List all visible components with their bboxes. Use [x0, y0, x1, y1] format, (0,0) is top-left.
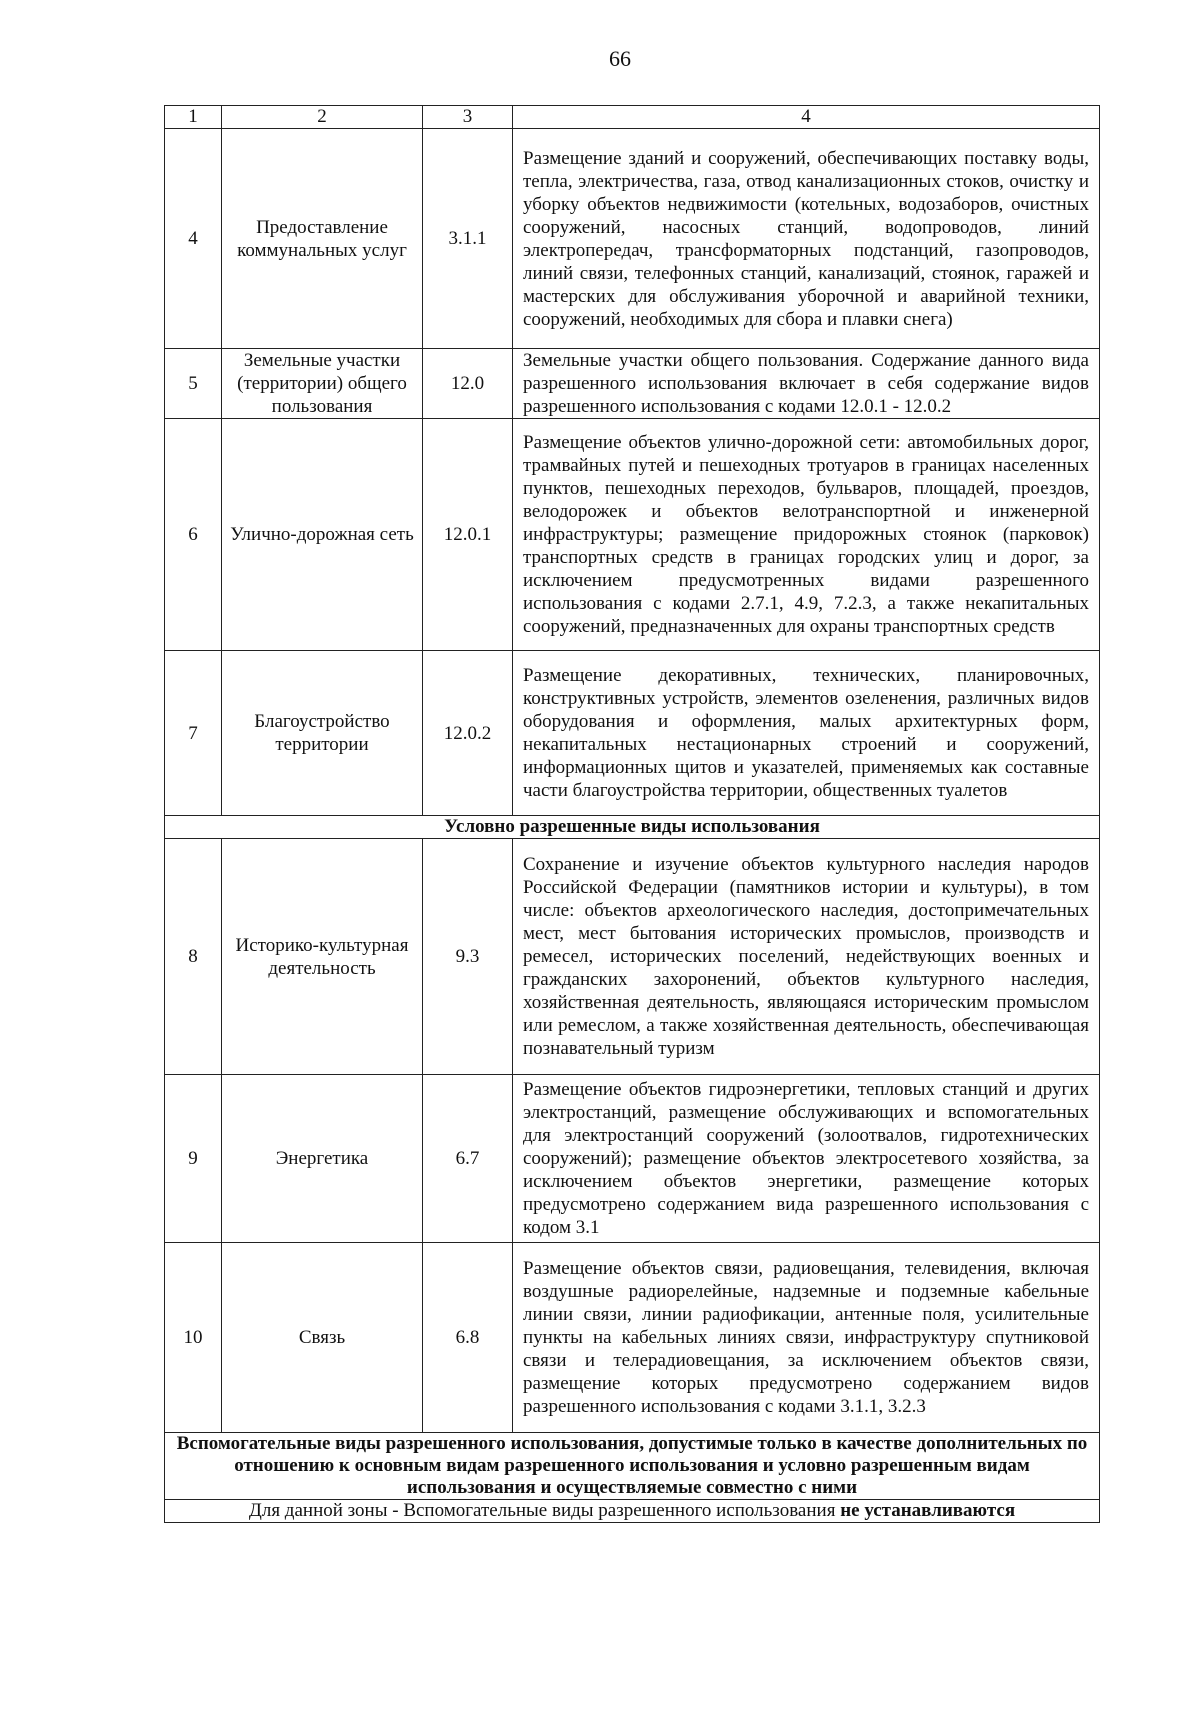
- auxiliary-note-emphasis: не устанавливаются: [840, 1500, 1016, 1521]
- use-name: Энергетика: [222, 1075, 423, 1243]
- use-code: 9.3: [423, 839, 513, 1075]
- section-row-conditional: [165, 816, 1100, 839]
- use-code: 12.0.2: [423, 651, 513, 816]
- use-name: Предоставление коммунальных услуг: [222, 129, 423, 349]
- table-row: [165, 1075, 1100, 1243]
- row-number: 7: [165, 651, 222, 816]
- use-description: Размещение зданий и сооружений, обеспечивающих поставку воды, тепла, электричества, газа, отвод канализационных стоков, очистку и уборку объектов недвижимости (котельных, водозаборов, очистных сооружений, насосных станций, водопроводов, линий электропередач, трансформаторных подстанций, газопроводов, линий связи, телефонных станций, канализаций, стоянок, гаражей и мастерских для обслуживания уборочной и аварийной техники, сооружений, необходимых для сбора и плавки снега): [513, 129, 1100, 349]
- section-row-auxiliary: [165, 1433, 1100, 1500]
- use-code: 6.7: [423, 1075, 513, 1243]
- auxiliary-note-text: Для данной зоны - Вспомогательные виды разрешенного использования: [248, 1500, 836, 1521]
- use-code: 12.0.1: [423, 419, 513, 651]
- table-row: [165, 349, 1100, 419]
- section-title-auxiliary: Вспомогательные виды разрешенного использования, допустимые только в качестве дополнительных по отношению к основным видам разрешенного использования и условно разрешенным видам использования и осуществляемые совместно с ними: [165, 1433, 1100, 1500]
- table-row: [165, 1243, 1100, 1433]
- table-row: [165, 651, 1100, 816]
- use-code: 12.0: [423, 349, 513, 419]
- use-description: Размещение декоративных, технических, планировочных, конструктивных устройств, элементов озеленения, различных видов оборудования и оформления, малых архитектурных форм, некапитальных нестационарных строений и сооружений, информационных щитов и указателей, применяемых как составные части благоустройства территории, общественных туалетов: [513, 651, 1100, 816]
- use-code: 3.1.1: [423, 129, 513, 349]
- table-row: [165, 129, 1100, 349]
- header-cell: 1: [165, 106, 222, 129]
- row-number: 10: [165, 1243, 222, 1433]
- row-number: 6: [165, 419, 222, 651]
- row-number: 5: [165, 349, 222, 419]
- use-name: Историко-культурная деятельность: [222, 839, 423, 1075]
- table-row: [165, 839, 1100, 1075]
- use-name: Связь: [222, 1243, 423, 1433]
- header-cell: 4: [513, 106, 1100, 129]
- use-description: Земельные участки общего пользования. Содержание данного вида разрешенного использования включает в себя содержание видов разрешенного использования с кодами 12.0.1 - 12.0.2: [513, 349, 1100, 419]
- row-number: 4: [165, 129, 222, 349]
- table-header-row: [165, 106, 1100, 129]
- use-code: 6.8: [423, 1243, 513, 1433]
- use-name: Благоустройство территории: [222, 651, 423, 816]
- auxiliary-note-row: [165, 1500, 1100, 1523]
- row-number: 9: [165, 1075, 222, 1243]
- use-description: Размещение объектов улично-дорожной сети: автомобильных дорог, трамвайных путей и пешеходных тротуаров в границах населенных пунктов, пешеходных переходов, бульваров, площадей, проездов, велодорожек и объектов велотранспортной и инженерной инфраструктуры; размещение придорожных стоянок (парковок) транспортных средств в границах городских улиц и дорог, за исключением предусмотренных видами разрешенного использования с кодами 2.7.1, 4.9, 7.2.3, а также некапитальных сооружений, предназначенных для охраны транспортных средств: [513, 419, 1100, 651]
- use-description: Сохранение и изучение объектов культурного наследия народов Российской Федерации (памятников истории и культуры), в том числе: объектов археологического наследия, достопримечательных мест, мест бытования исторических промыслов, производств и ремесел, исторических поселений, недействующих военных и гражданских захоронений, объектов культурного наследия, хозяйственная деятельность, являющаяся историческим промыслом или ремеслом, а также хозяйственная деятельность, обеспечивающая познавательный туризм: [513, 839, 1100, 1075]
- section-title-conditional: Условно разрешенные виды использования: [165, 816, 1100, 839]
- use-name: Земельные участки (территории) общего пользования: [222, 349, 423, 419]
- auxiliary-note: [165, 1500, 1100, 1523]
- use-name: Улично-дорожная сеть: [222, 419, 423, 651]
- table-row: [165, 419, 1100, 651]
- use-description: Размещение объектов связи, радиовещания, телевидения, включая воздушные радиорелейные, надземные и подземные кабельные линии связи, линии радиофикации, антенные поля, усилительные пункты на кабельных линиях связи, инфраструктуру спутниковой связи и телерадиовещания, за исключением объектов связи, размещение которых предусмотрено содержанием видов разрешенного использования с кодами 3.1.1, 3.2.3: [513, 1243, 1100, 1433]
- page-number: 66: [609, 46, 631, 71]
- row-number: 8: [165, 839, 222, 1075]
- use-description: Размещение объектов гидроэнергетики, тепловых станций и других электростанций, размещение обслуживающих и вспомогательных для электростанций сооружений (золоотвалов, гидротехнических сооружений); размещение объектов электросетевого хозяйства, за исключением объектов энергетики, размещение которых предусмотрено содержанием вида разрешенного использования с кодом 3.1: [513, 1075, 1100, 1243]
- land-use-table: [164, 105, 1100, 1523]
- header-cell: 3: [423, 106, 513, 129]
- header-cell: 2: [222, 106, 423, 129]
